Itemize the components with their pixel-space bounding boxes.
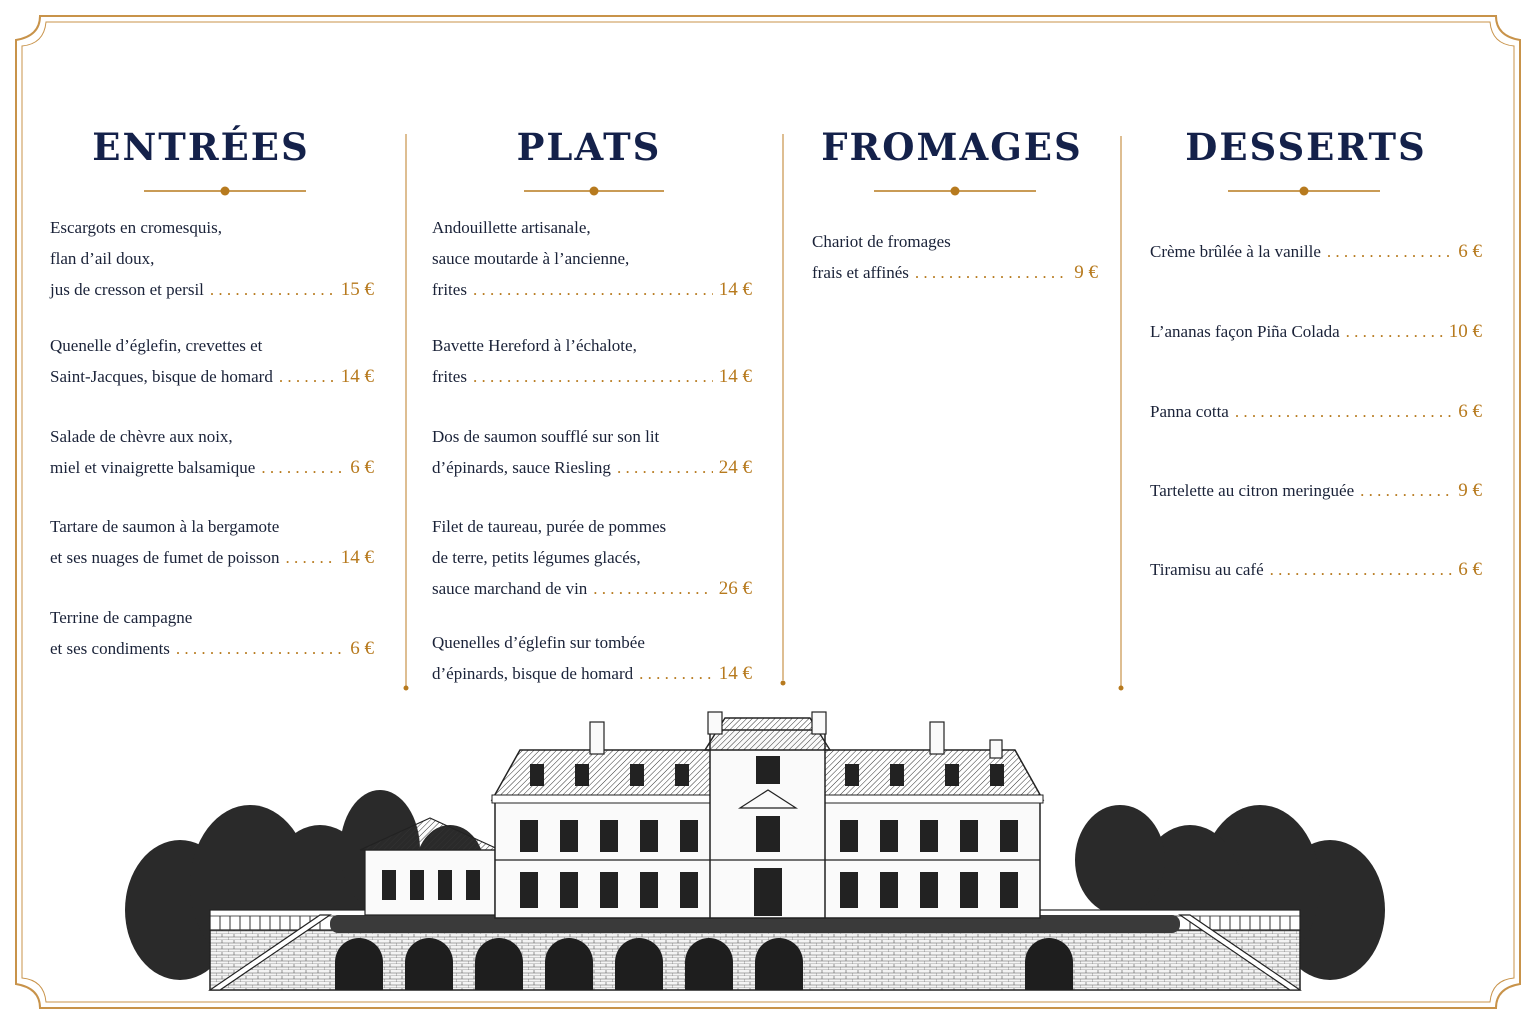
menu-item (432, 421, 752, 483)
dish-price: 15 € (340, 279, 374, 300)
dish-text: sauce marchand de vin (432, 579, 588, 598)
menu-item (432, 330, 752, 392)
menu-item (432, 627, 752, 689)
dish-text: Dos de saumon soufflé sur son lit (432, 427, 660, 446)
dish-text: Escargots en cromesquis, (50, 218, 223, 237)
menu-item (812, 226, 1098, 288)
dish-price: 9 € (1074, 262, 1098, 283)
title-ornament (1228, 186, 1380, 196)
leader-dots (1327, 236, 1452, 267)
desserts-section (1150, 112, 1482, 580)
menu-item (432, 511, 752, 604)
dish-price: 6 € (1458, 559, 1482, 580)
leader-dots (1235, 396, 1452, 427)
menu-item (1150, 236, 1482, 267)
dish-price: 6 € (350, 638, 374, 659)
dish-text: d’épinards, bisque de homard (432, 664, 634, 683)
dish-text: frais et affinés (812, 263, 909, 282)
dish-text: sauce moutarde à l’ancienne, (432, 249, 630, 268)
menu-item (432, 212, 752, 305)
menu-item (1150, 475, 1482, 506)
menu-item (1150, 396, 1482, 427)
dish-text: Tartelette au citron meringuée (1150, 481, 1355, 500)
dish-text: Chariot de fromages (812, 232, 951, 251)
dish-text: frites (432, 367, 467, 386)
dish-text: L’ananas façon Piña Colada (1150, 322, 1340, 341)
leader-dots (473, 274, 713, 305)
dish-text: Quenelle d’églefin, crevettes et (50, 336, 263, 355)
dish-price: 6 € (1458, 401, 1482, 422)
column-divider (401, 134, 411, 694)
dish-text: Tartare de saumon à la bergamote (50, 517, 280, 536)
dish-text: Terrine de campagne (50, 608, 193, 627)
dish-text: Quenelles d’églefin sur tombée (432, 633, 645, 652)
leader-dots (285, 542, 334, 573)
dish-text: Panna cotta (1150, 402, 1229, 421)
section-title-plats: PLATS (516, 125, 662, 169)
title-ornament (144, 186, 306, 196)
leader-dots (915, 257, 1068, 288)
plats-section (432, 112, 752, 684)
title-ornament (874, 186, 1036, 196)
leader-dots (1270, 554, 1453, 585)
leader-dots (639, 658, 713, 689)
dish-text: et ses condiments (50, 639, 170, 658)
dish-text: Tiramisu au café (1150, 560, 1264, 579)
leader-dots (1360, 475, 1452, 506)
dish-price: 6 € (1458, 241, 1482, 262)
dish-price: 14 € (718, 366, 752, 387)
title-ornament (524, 186, 664, 196)
column-divider (778, 134, 788, 694)
entrees-section (50, 112, 374, 659)
dish-text: de terre, petits légumes glacés, (432, 548, 641, 567)
dish-text: miel et vinaigrette balsamique (50, 458, 256, 477)
leader-dots (279, 361, 335, 392)
column-divider (1116, 136, 1126, 696)
menu-item (50, 330, 374, 392)
menu-item (1150, 554, 1482, 585)
dish-price: 6 € (350, 457, 374, 478)
leader-dots (1346, 316, 1443, 347)
leader-dots (593, 573, 712, 604)
menu-item (50, 511, 374, 573)
dish-price: 24 € (718, 457, 752, 478)
dish-price: 14 € (718, 279, 752, 300)
dish-text: et ses nuages de fumet de poisson (50, 548, 280, 567)
dish-price: 14 € (340, 366, 374, 387)
section-title-fromages: FROMAGES (821, 125, 1083, 169)
dish-text: Saint-Jacques, bisque de homard (50, 367, 273, 386)
menu-item (50, 212, 374, 305)
menu-item (1150, 316, 1482, 347)
section-title-entrees: ENTRÉES (92, 125, 310, 169)
dish-price: 14 € (718, 663, 752, 684)
dish-text: flan d’ail doux, (50, 249, 155, 268)
menu-item (50, 421, 374, 483)
dish-text: d’épinards, sauce Riesling (432, 458, 611, 477)
dish-text: Filet de taureau, purée de pommes (432, 517, 667, 536)
section-title-desserts: DESSERTS (1185, 125, 1427, 169)
leader-dots (473, 361, 713, 392)
dish-price: 9 € (1458, 480, 1482, 501)
dish-price: 14 € (340, 547, 374, 568)
dish-text: Andouillette artisanale, (432, 218, 591, 237)
dish-text: Bavette Hereford à l’échalote, (432, 336, 637, 355)
menu-item (50, 602, 374, 664)
leader-dots (210, 274, 335, 305)
dish-text: frites (432, 280, 467, 299)
dish-text: jus de cresson et persil (50, 280, 204, 299)
leader-dots (617, 452, 713, 483)
fromages-section (812, 112, 1098, 283)
leader-dots (261, 452, 344, 483)
dish-text: Salade de chèvre aux noix, (50, 427, 233, 446)
leader-dots (176, 633, 344, 664)
dish-price: 10 € (1448, 321, 1482, 342)
chateau-engraving-illustration (120, 700, 1390, 1000)
dish-price: 26 € (718, 578, 752, 599)
dish-text: Crème brûlée à la vanille (1150, 242, 1321, 261)
